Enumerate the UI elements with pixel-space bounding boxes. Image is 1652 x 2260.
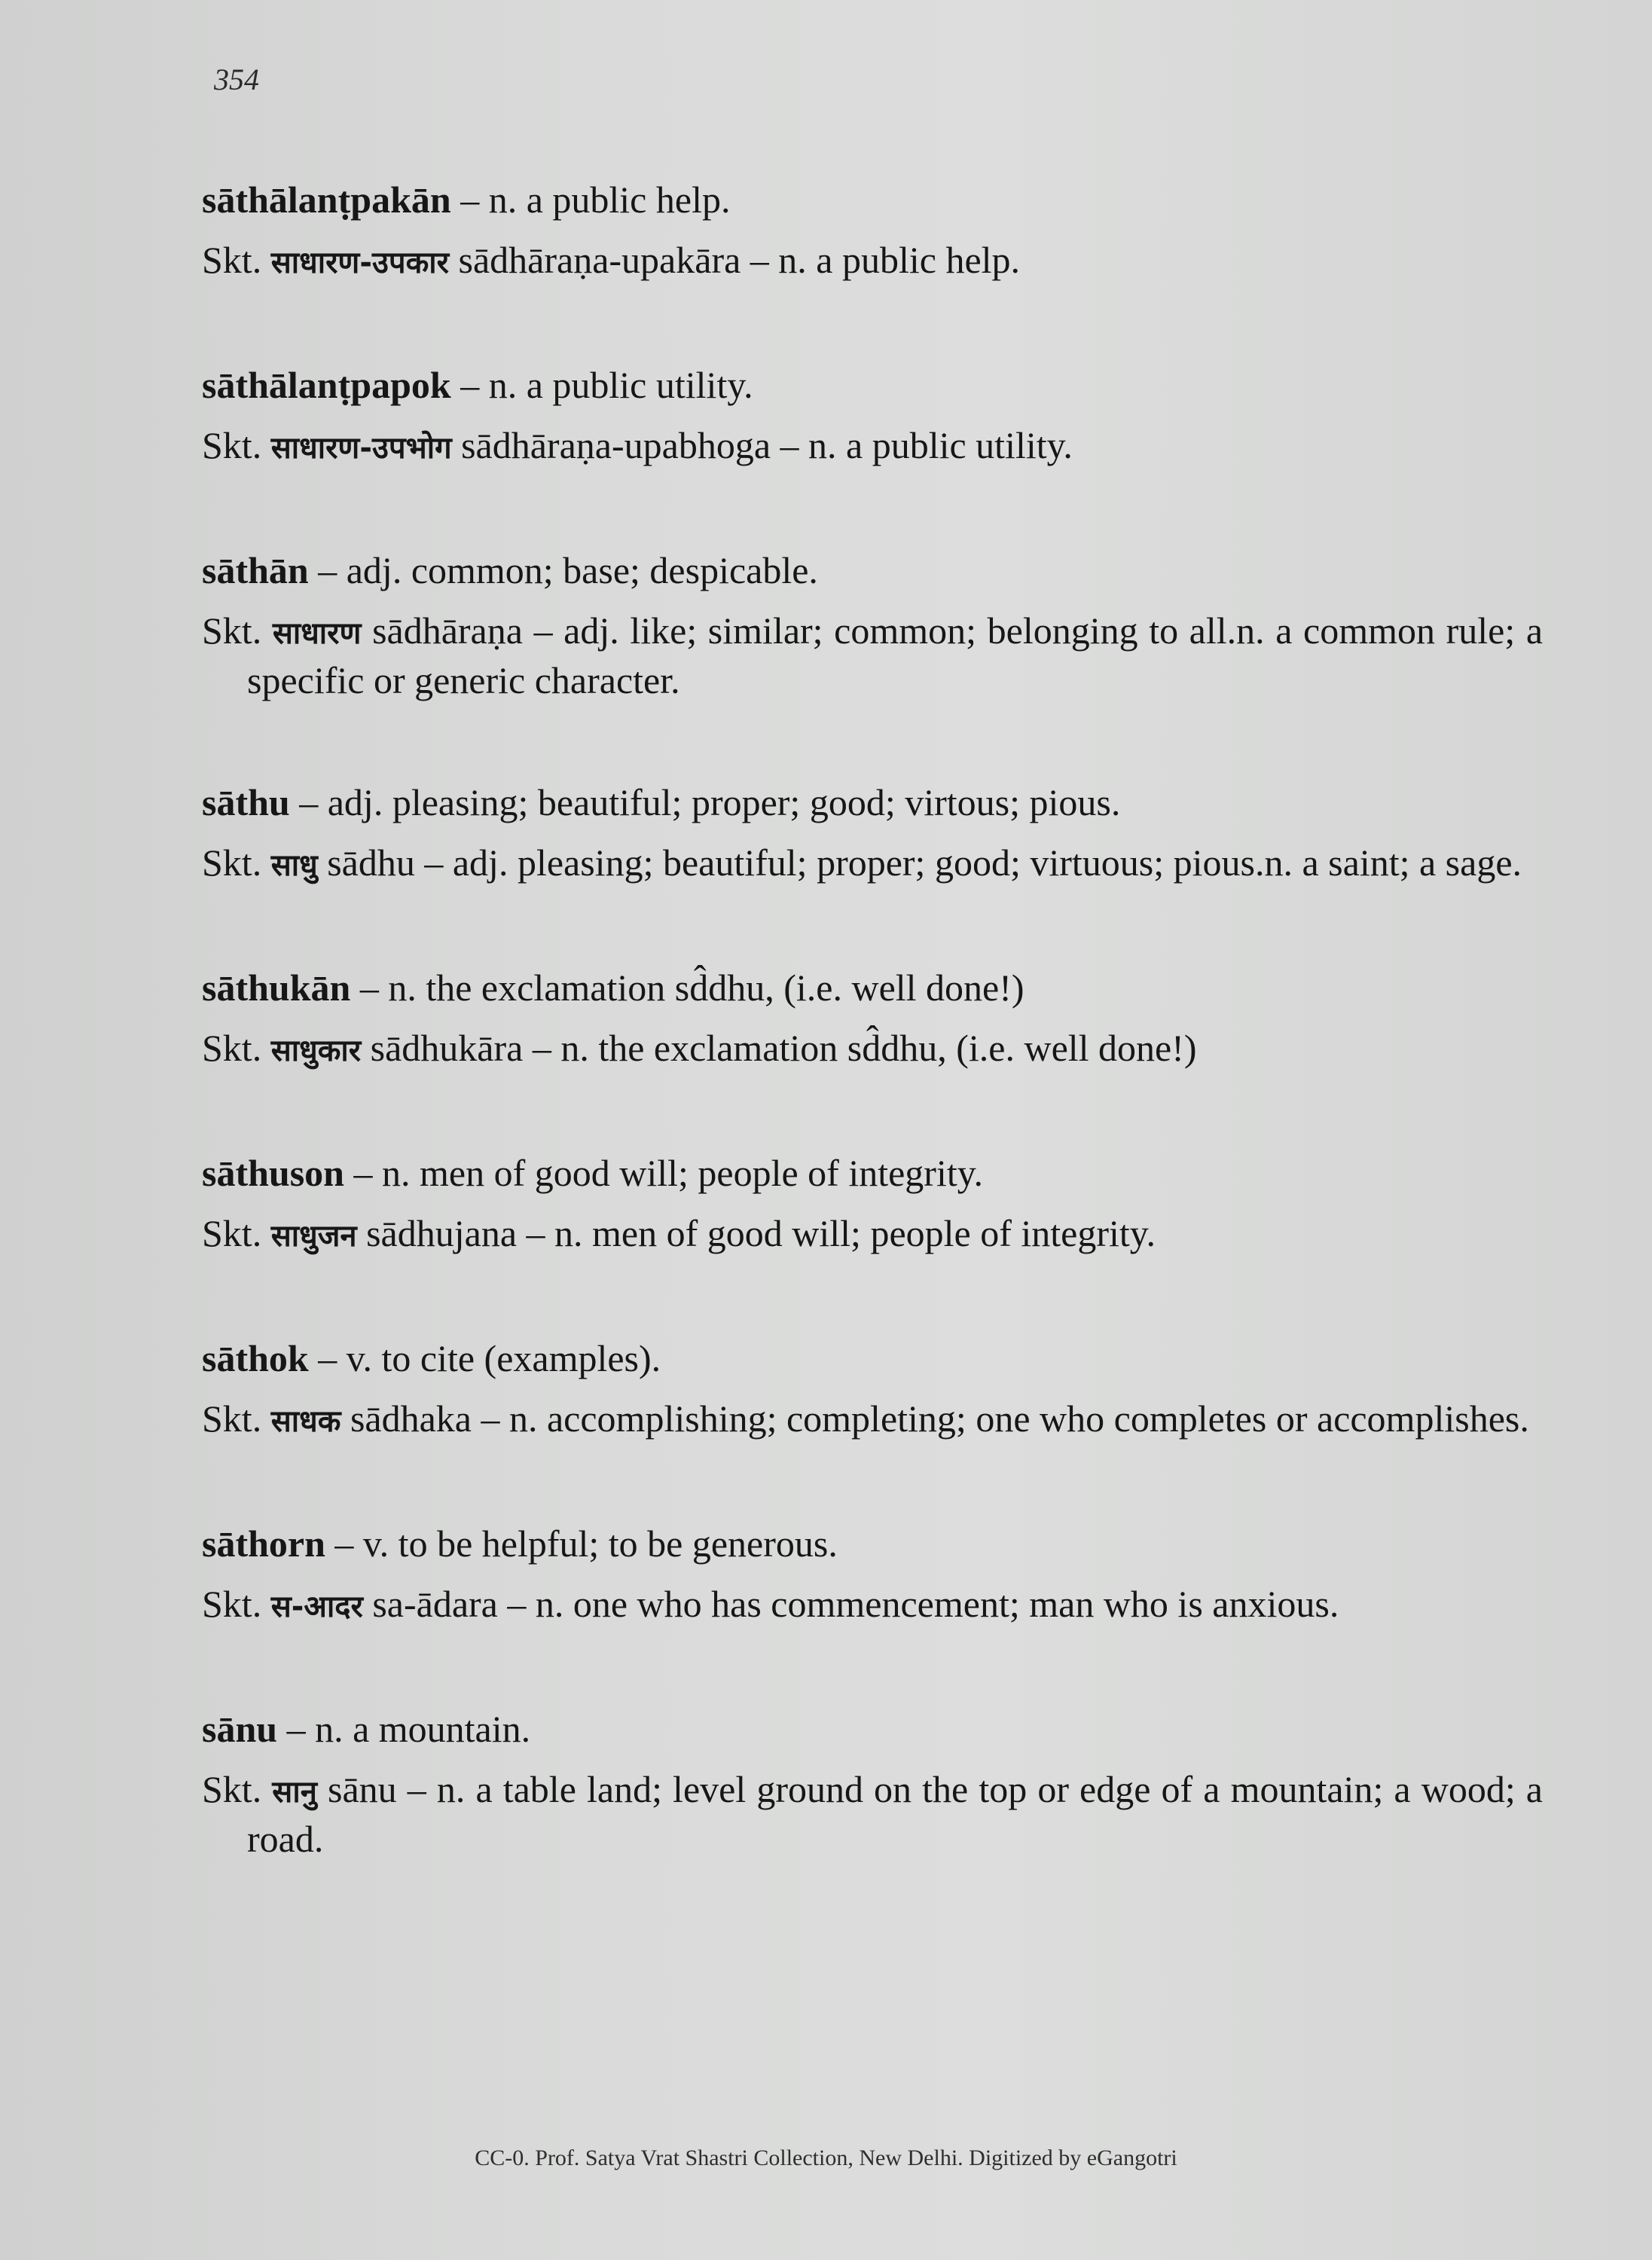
- skt-definition: – n. accomplishing; completing; one who completes or accomplishes.: [481, 1397, 1529, 1440]
- sanskrit-line: [202, 1210, 1543, 1260]
- sanskrit-line: [202, 422, 1543, 472]
- definition: – n. men of good will; people of integrity.: [353, 1152, 983, 1194]
- devanagari-word: साधक: [270, 1404, 341, 1439]
- skt-label: Skt.: [202, 841, 262, 884]
- entry-head-line: [202, 776, 1543, 829]
- definition: – v. to cite (examples).: [318, 1337, 661, 1379]
- dictionary-entry: [202, 1332, 1543, 1445]
- headword: sāthukān: [202, 967, 351, 1009]
- skt-transliteration: sānu: [328, 1768, 397, 1810]
- devanagari-word: साधुकार: [270, 1034, 362, 1068]
- devanagari-word: साधु: [270, 848, 318, 883]
- page-number: 354: [214, 63, 259, 96]
- headword: sāthuson: [202, 1152, 344, 1194]
- dictionary-entry: [202, 1703, 1543, 1862]
- definition: – n. the exclamation sd̂dhu, (i.e. well done!): [359, 967, 1024, 1009]
- dictionary-entry: [202, 1147, 1543, 1260]
- headword: sāthok: [202, 1337, 309, 1379]
- skt-definition: – n. a public utility.: [780, 424, 1073, 466]
- skt-transliteration: sādhāraṇa-upakāra: [458, 239, 741, 281]
- digitization-footer: CC-0. Prof. Satya Vrat Shastri Collection, New Delhi. Digitized by eGangotri: [475, 2145, 1177, 2170]
- skt-label: Skt.: [202, 239, 262, 281]
- skt-definition: – adj. like; similar; common; belonging to all.n. a common rule; a specific or generic character.: [247, 609, 1544, 701]
- devanagari-word: साधारण-उपकार: [270, 246, 450, 280]
- dictionary-entry: [202, 776, 1543, 889]
- devanagari-word: सानु: [272, 1775, 317, 1810]
- skt-transliteration: sādhujana: [366, 1212, 518, 1254]
- headword: sāthālanṭpakān: [202, 179, 451, 221]
- devanagari-word: साधारण-उपभोग: [270, 431, 452, 466]
- sanskrit-line: [202, 1580, 1543, 1630]
- dictionary-entry: [202, 1517, 1543, 1630]
- skt-label: Skt.: [202, 1212, 262, 1254]
- skt-transliteration: sādhāraṇa-upabhoga: [461, 424, 771, 466]
- skt-transliteration: sādhaka: [350, 1397, 472, 1440]
- skt-definition: – n. the exclamation sd̂dhu, (i.e. well done!): [532, 1027, 1197, 1069]
- entry-head-line: [202, 1147, 1543, 1199]
- sanskrit-line: [202, 1766, 1543, 1862]
- skt-transliteration: sa-ādara: [372, 1583, 498, 1625]
- skt-definition: – n. a public help.: [750, 239, 1021, 281]
- definition: – n. a mountain.: [286, 1708, 531, 1750]
- headword: sāthān: [202, 549, 309, 591]
- skt-label: Skt.: [202, 1583, 262, 1625]
- sanskrit-line: [202, 1025, 1543, 1074]
- definition: – adj. common; base; despicable.: [318, 549, 818, 591]
- entry-head-line: [202, 1703, 1543, 1755]
- dictionary-entry: [202, 961, 1543, 1074]
- definition: – n. a public utility.: [460, 364, 753, 406]
- devanagari-word: स-आदर: [270, 1590, 363, 1624]
- skt-label: Skt.: [202, 1397, 262, 1440]
- skt-definition: – adj. pleasing; beautiful; proper; good; virtuous; pious.n. a saint; a sage.: [424, 841, 1522, 884]
- definition: – n. a public help.: [460, 179, 731, 221]
- headword: sāthālanṭpapok: [202, 364, 451, 406]
- skt-label: Skt.: [202, 1768, 262, 1810]
- entry-head-line: [202, 359, 1543, 411]
- skt-label: Skt.: [202, 609, 262, 652]
- devanagari-word: साधुजन: [270, 1219, 357, 1254]
- skt-transliteration: sādhāraṇa: [372, 609, 523, 652]
- entry-head-line: [202, 961, 1543, 1014]
- skt-transliteration: sādhu: [327, 841, 415, 884]
- entry-head-line: [202, 1517, 1543, 1570]
- dictionary-entries: [202, 173, 1543, 1935]
- headword: sāthu: [202, 781, 290, 823]
- dictionary-entry: [202, 359, 1543, 472]
- headword: sāthorn: [202, 1522, 325, 1565]
- skt-definition: – n. men of good will; people of integrity.: [526, 1212, 1156, 1254]
- skt-label: Skt.: [202, 424, 262, 466]
- sanskrit-line: [202, 839, 1543, 889]
- entry-head-line: [202, 173, 1543, 226]
- sanskrit-line: [202, 1395, 1543, 1445]
- definition: – adj. pleasing; beautiful; proper; good; virtous; pious.: [299, 781, 1121, 823]
- skt-definition: – n. one who has commencement; man who is anxious.: [507, 1583, 1339, 1625]
- skt-transliteration: sādhukāra: [370, 1027, 524, 1069]
- skt-label: Skt.: [202, 1027, 262, 1069]
- headword: sānu: [202, 1708, 278, 1750]
- sanskrit-line: [202, 607, 1543, 704]
- dictionary-entry: [202, 544, 1543, 704]
- skt-definition: – n. a table land; level ground on the top or edge of a mountain; a wood; a road.: [247, 1768, 1543, 1860]
- entry-head-line: [202, 544, 1543, 597]
- dictionary-entry: [202, 173, 1543, 286]
- sanskrit-line: [202, 237, 1543, 286]
- devanagari-word: साधारण: [272, 616, 362, 651]
- entry-head-line: [202, 1332, 1543, 1385]
- definition: – v. to be helpful; to be generous.: [334, 1522, 838, 1565]
